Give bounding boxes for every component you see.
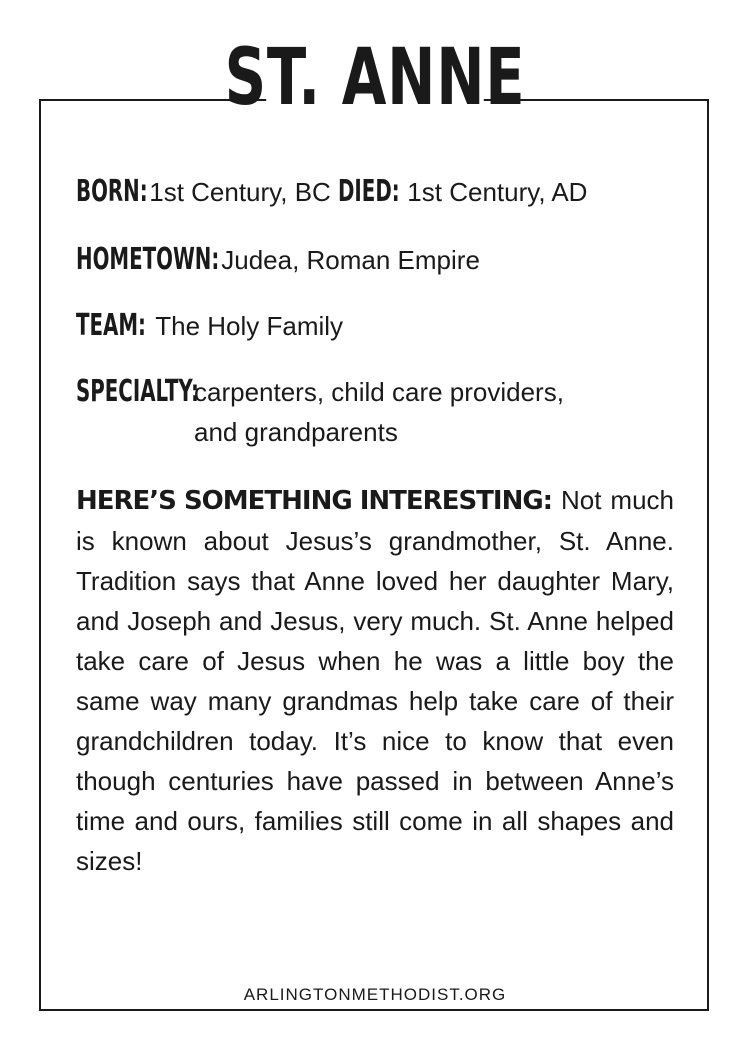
team-value: The Holy Family <box>155 311 344 341</box>
hometown-label: HOMETOWN: <box>76 242 220 277</box>
hometown-value: Judea, Roman Empire <box>221 245 480 275</box>
specialty-line-1: carpenters, child care providers, <box>194 377 564 407</box>
specialty-line-2: and grandparents <box>194 417 398 447</box>
interesting-text: Not much is known about Jesus’s grandmother, St. Anne. Tradition says that Anne loved her daughter Mary, and Joseph and Jesus, very much. St. Anne helped take care of Jesus when he was a little boy the same way many grandmas help take care of their grandchildren today. It’s nice to know that even though centuries have passed in between Anne’s time and ours, families still come in all shapes and sizes! <box>76 485 674 876</box>
team-row <box>76 306 343 346</box>
died-label: DIED: <box>338 174 400 209</box>
specialty-values <box>194 372 564 452</box>
born-value: 1st Century, BC <box>149 177 331 207</box>
born-label: BORN: <box>76 174 148 209</box>
footer-website: ARLINGTONMETHODIST.ORG <box>243 985 507 1004</box>
specialty-label: SPECIALTY: <box>76 374 199 409</box>
hometown-row <box>76 240 480 280</box>
died-value: 1st Century, AD <box>407 177 588 207</box>
specialty-row <box>76 372 564 447</box>
card-title: ST. ANNE <box>266 18 484 138</box>
interesting-label: HERE’S SOMETHING INTERESTING: <box>76 486 553 516</box>
team-label: TEAM: <box>76 308 146 343</box>
born-died-row <box>76 172 587 212</box>
interesting-paragraph <box>76 480 674 881</box>
